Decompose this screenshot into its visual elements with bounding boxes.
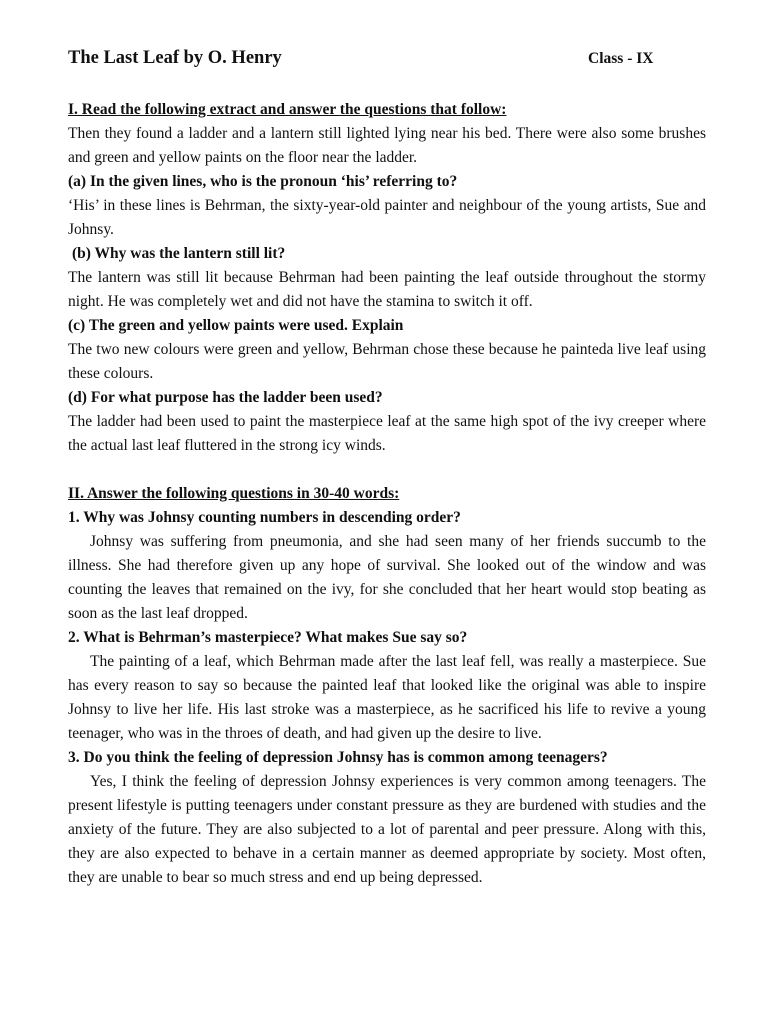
answer-2: The painting of a leaf, which Behrman made after the last leaf fell, was really a masterpiece. Sue has every reason to say so because the painted leaf that looked like the original was able to inspire Johnsy to live her life. His last stroke was a masterpiece, as he sacrificed his life to revive a young teenager, who was in the throes of death, and had given up the desire to live. [68, 653, 706, 742]
answer-d: The ladder had been used to paint the masterpiece leaf at the same high spot of the ivy creeper where the actual last leaf fluttered in the strong icy winds. [68, 413, 706, 454]
answer-a: ‘His’ in these lines is Behrman, the sixty-year-old painter and neighbour of the young artists, Sue and Johnsy. [68, 197, 706, 238]
question-d: (d) For what purpose has the ladder been used? [68, 389, 383, 406]
extract-text: Then they found a ladder and a lantern still lighted lying near his bed. There were also some brushes and green and yellow paints on the floor near the ladder. [68, 125, 706, 166]
answer-3: Yes, I think the feeling of depression Johnsy experiences is very common among teenagers. The present lifestyle is putting teenagers under constant pressure as they are burdened with studies and the anxiety of the future. They are also subjected to a lot of parental and peer pressure. Along with this, they are also expected to behave in a certain manner as deemed appropriate by society. Most often, they are unable to bear so much stress and end up being depressed. [68, 773, 706, 886]
answer-b: The lantern was still lit because Behrman had been painting the leaf outside throughout the stormy night. He was completely wet and did not have the stamina to switch it off. [68, 269, 706, 310]
question-b: (b) Why was the lantern still lit? [72, 245, 286, 262]
section-2-heading: II. Answer the following questions in 30-40 words: [68, 485, 400, 502]
answer-1: Johnsy was suffering from pneumonia, and she had seen many of her friends succumb to the illness. She had therefore given up any hope of survival. She looked out of the window and was counting the leaves that remained on the ivy, for she concluded that her heart would stop beating as soon as the last leaf dropped. [68, 533, 706, 622]
section-1-heading: I. Read the following extract and answer the questions that follow: [68, 101, 507, 118]
page-title: The Last Leaf by O. Henry [68, 48, 282, 68]
section-short-answers [68, 482, 706, 890]
question-1: 1. Why was Johnsy counting numbers in descending order? [68, 509, 461, 526]
header [68, 44, 706, 74]
class-label: Class - IX [588, 50, 654, 67]
answer-c: The two new colours were green and yellow, Behrman chose these because he painteda live leaf using these colours. [68, 341, 706, 382]
question-3: 3. Do you think the feeling of depression Johnsy has is common among teenagers? [68, 749, 608, 766]
section-extract [68, 98, 706, 458]
question-2: 2. What is Behrman’s masterpiece? What makes Sue say so? [68, 629, 468, 646]
question-c: (c) The green and yellow paints were used. Explain [68, 317, 404, 334]
question-a: (a) In the given lines, who is the pronoun ‘his’ referring to? [68, 173, 458, 190]
worksheet-page [68, 44, 706, 890]
